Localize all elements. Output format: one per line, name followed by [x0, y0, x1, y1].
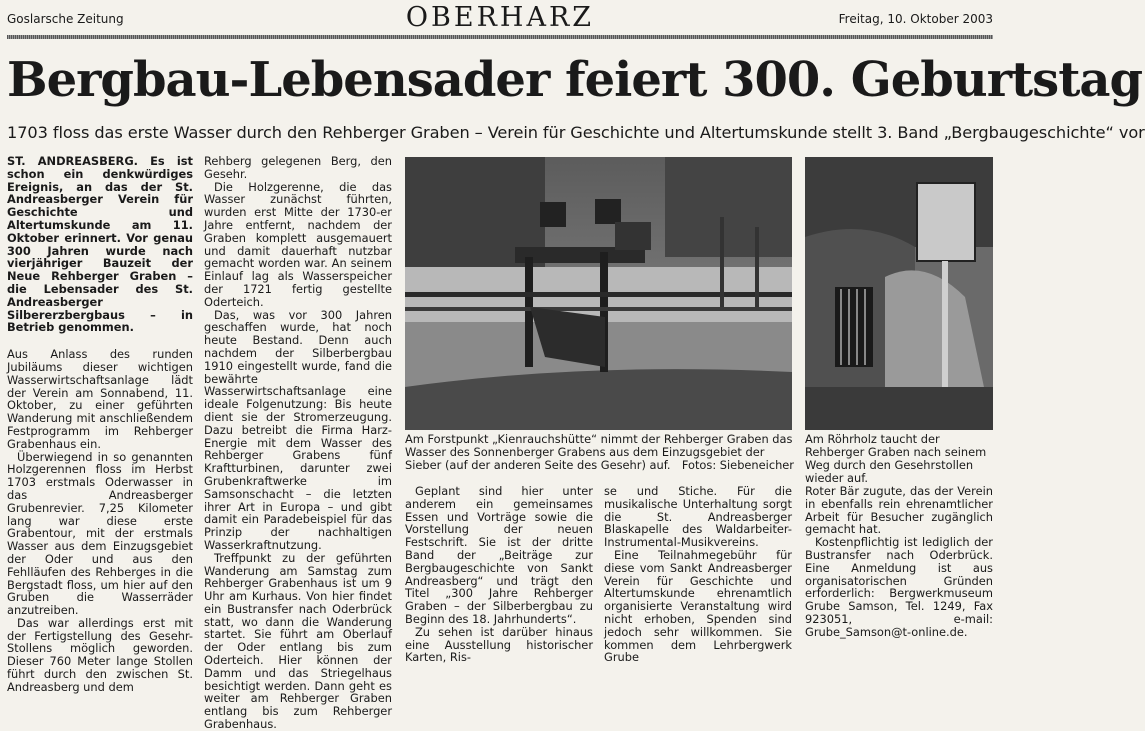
body-paragraph: Überwiegend in so genannten Holzgerennen floss im Herbst 1703 erstmals Oderwasser in das Andreasberger Grubenrevier. 7,25 Kilometer lang war diese erste Grabentour, mit der erstmals Wasser aus dem Einzugsgebiet der Oder und aus den Fehlläufen des Rehberges in die Bergstadt floss, um hier auf den Gruben die Wasserräder anzutreiben. — [7, 449, 193, 618]
body-paragraph: Die Holzgerenne, die das Wasser zunächst führten, wurden erst Mitte der 1730-er Jahre entfernt, nachdem der Graben komplett ausgemauert und damit dauerhaft nutzbar gemacht worden war. An seinem Einlauf lag als Wasserspeicher der 1721 fertig gestellte Oderteich. — [204, 179, 392, 309]
body-paragraph: Geplant sind hier unter anderem ein gemeinsames Essen und Vorträge sowie die Vorstellung der neuen Festschrift. Sie ist der dritte Band der „Beiträge zur Bergbaugeschichte von Sankt Andreasberg“ und trägt den Titel „300 Jahre Rehberger Graben – der Silberbergbau zu Beginn des 18. Jahrhunderts“. — [405, 484, 593, 626]
photo-roehrholz — [805, 157, 993, 430]
photo-credit: Fotos: Siebeneicher — [681, 458, 794, 472]
caption-text: Am Forstpunkt „Kienrauchshütte“ nimmt der Rehberger Graben das Wasser des Sonnenberger Grabens aus dem Einzugsgebiet der Sieber (auf der anderen Seite des Gesehr) auf. — [405, 432, 793, 472]
lead-paragraph: ST. ANDREASBERG. Es ist schon ein denkwürdiges Ereignis, an das der St. Andreasberger Verein für Geschichte und Altertumskunde am 11. Oktober erinnert. Vor genau 300 Jahren wurde nach vierjähriger Bauzeit der Neue Rehberger Graben – die Lebensader des St. Andreasberger Silbererzbergbaus – in Betrieb genommen. — [7, 154, 193, 335]
header-rule — [7, 35, 993, 39]
article-column-3 — [405, 485, 593, 664]
issue-date: Freitag, 10. Oktober 2003 — [838, 12, 993, 26]
section-title: OBERHARZ — [405, 2, 595, 33]
photo-stollen-mouth-image — [805, 157, 993, 430]
photo-graben-inlet-image — [405, 157, 792, 430]
body-paragraph: Aus Anlass des runden Jubiläums dieser wichtigen Wasserwirtschaftsanlage lädt der Verein am Sonnabend, 11. Oktober, zu einer geführten Wanderung mit anschließendem Festprogramm im Rehberger Grabenhaus ein. — [7, 347, 193, 451]
photo-caption-side: Am Röhrholz taucht der Rehberger Graben nach seinem Weg durch den Gesehrstollen wieder auf. — [805, 432, 987, 485]
newspaper-name: Goslarsche Zeitung — [7, 12, 124, 26]
photo-kienrauchshuette — [405, 157, 792, 430]
article-column-4 — [604, 485, 792, 664]
subheadline: 1703 floss das erste Wasser durch den Rehberger Graben – Verein für Geschichte und Altertumskunde stellt 3. Band „Bergbaugeschichte“ vor — [7, 123, 1145, 142]
headline: Bergbau-Lebensader feiert 300. Geburtstag — [7, 52, 1143, 108]
page-header — [7, 0, 993, 34]
body-paragraph: Roter Bär zugute, das der Verein in ebenfalls rein ehrenamtlicher Arbeit für Besucher zugänglich gemacht hat. — [805, 484, 993, 537]
body-paragraph: se und Stiche. Für die musikalische Unterhaltung sorgt die St. Andreasberger Blaskapelle des Waldarbeiter-Instrumental-Musikvereins. — [604, 484, 792, 550]
body-paragraph: Kostenpflichtig ist lediglich der Bustransfer nach Oderbrück. Eine Anmeldung ist aus organisatorischen Gründen erforderlich: Bergwerkmuseum Grube Samson, Tel. 1249, Fax 923051, e-mail: Grube_Samson@t-online.de. — [805, 535, 993, 639]
body-paragraph: Treffpunkt zu der geführten Wanderung am Samstag zum Rehberger Grabenhaus ist um 9 Uhr am Kurhaus. Von hier findet ein Bustransfer nach Oderbrück statt, wo dann die Wanderung startet. Sie führt am Oberlauf der Oder entlang bis zum Oderteich. Hier können der Damm und das Striegelhaus besichtigt werden. Dann geht es weiter am Rehberger Graben entlang bis zum Rehberger Grabenhaus. — [204, 550, 392, 731]
body-paragraph: Das war allerdings erst mit der Fertigstellung des Gesehr-Stollens möglich geworden. Dieser 760 Meter lange Stollen führt durch den zwischen St. Andreasberg und dem — [7, 615, 193, 694]
body-paragraph: Zu sehen ist darüber hinaus eine Ausstellung historischer Karten, Ris- — [405, 624, 593, 665]
article-column-5 — [805, 485, 993, 639]
body-paragraph: Rehberg gelegenen Berg, den Gesehr. — [204, 154, 392, 181]
body-paragraph: Eine Teilnahmegebühr für diese vom Sankt Andreasberger Verein für Geschichte und Altertumskunde ehrenamtlich organisierte Veranstaltung wird nicht erhoben, Spenden sind jedoch sehr willkommen. Sie kommen dem Lehrbergwerk Grube — [604, 547, 792, 665]
photo-caption-main — [405, 433, 794, 472]
article-column-1 — [7, 155, 193, 694]
body-paragraph: Das, was vor 300 Jahren geschaffen wurde, hat noch heute Bestand. Denn auch nachdem der Silberbergbau 1910 eingestellt wurde, fand die bewährte Wasserwirtschaftsanlage eine ideale Folgenutzung: Bis heute dient sie der Stromerzeugung. Dazu betreibt die Firma Harz-Energie mit dem Wasser des Rehberger Grabens fünf Kraftturbinen, darunter zwei Grubenkraftwerke im Samsonschacht – die letzten ihrer Art in Europa – und gibt damit ein Paradebeispiel für das Prinzip der nachhaltigen Wasserkraftnutzung. — [204, 307, 392, 552]
article-column-2 — [204, 155, 392, 731]
